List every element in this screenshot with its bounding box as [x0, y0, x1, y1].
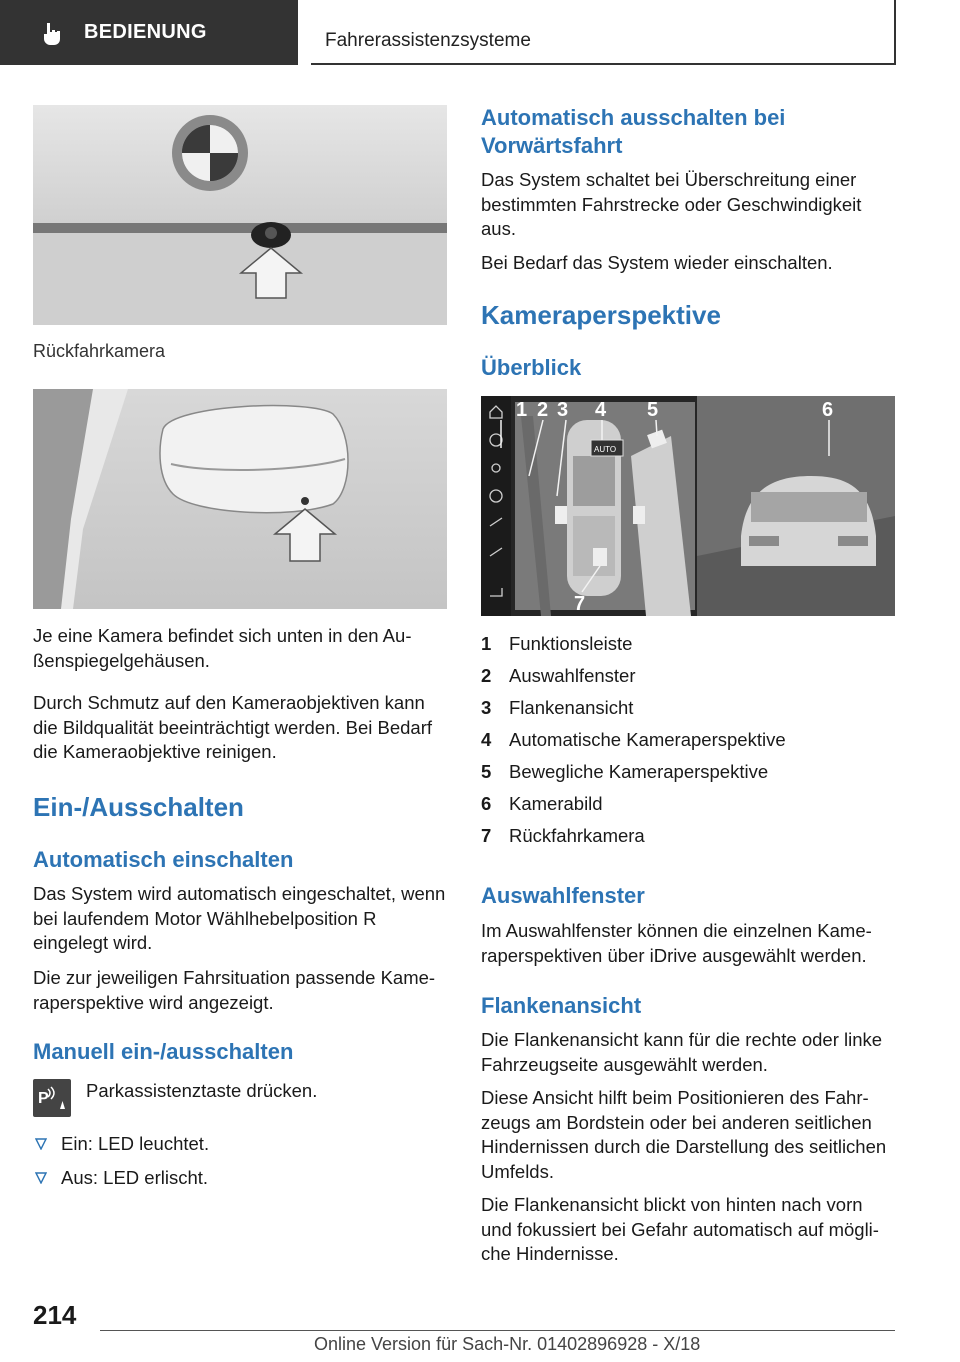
legend-item: 1 Funktionsleiste	[481, 633, 633, 654]
rear-camera-caption: Rückfahrkamera	[33, 341, 166, 361]
callout-6: 6	[822, 399, 834, 421]
auto-on-paragraph-2: Die zur jeweiligen Fahrsituation passende Kameraperspektive wird angezeigt.	[33, 967, 436, 1013]
legend-list	[481, 628, 786, 852]
overview-heading: Überblick	[481, 355, 582, 380]
triangle-bullet-icon	[35, 1138, 47, 1150]
manual-paragraph: Parkassistenztaste drücken.	[86, 1080, 318, 1101]
header-section-tab	[0, 0, 298, 65]
mirror-paragraph: Je eine Kamera befindet sich unten in den Außenspiegelgehäusen.	[33, 625, 412, 671]
flank-paragraph-1: Die Flankenansicht kann für die rechte oder linke Fahrzeugseite ausgewählt werden.	[481, 1029, 883, 1075]
onoff-heading: Ein-/Ausschalten	[33, 792, 244, 822]
bullet-item	[33, 1133, 209, 1155]
bullet-text: Ein: LED leuchtet.	[61, 1133, 210, 1154]
manual-heading: Manuell ein-/ausschalten	[33, 1039, 294, 1064]
svg-text:P: P	[38, 1090, 49, 1107]
auto-on-heading: Automatisch einschalten	[33, 847, 294, 872]
select-window-paragraph: Im Auswahlfenster können die einzelnen Kameraperspektiven über iDrive ausgewählt werden.	[481, 920, 872, 966]
legend-item: 5 Bewegliche Kameraperspektive	[481, 761, 769, 782]
auto-on-paragraph-1: Das System wird automatisch eingeschaltet, wenn bei laufendem Motor Wählhebelposition R eingelegt wird.	[33, 883, 446, 953]
flank-paragraph-2: Diese Ansicht hilft beim Positionieren des Fahrzeugs am Bordstein oder bei anderen seitlichen Hindernissen durch die Darstellung des seitlichen Umfelds.	[481, 1087, 887, 1182]
page-number: 214	[33, 1300, 77, 1330]
footer-divider	[100, 1330, 895, 1331]
side-mirror-image	[33, 389, 447, 609]
subsection-title: Fahrerassistenzsysteme	[325, 30, 531, 51]
bullet-item	[33, 1167, 208, 1189]
legend-item: 3 Flankenansicht	[481, 697, 634, 718]
legend-item: 4 Automatische Kameraperspektive	[481, 729, 786, 750]
footer-online-version: Online Version für Sach-Nr. 01402896928 - X/18	[314, 1334, 701, 1354]
park-assist-icon	[33, 1079, 71, 1117]
legend-item: 6 Kamerabild	[481, 793, 603, 814]
bullet-text: Aus: LED erlischt.	[61, 1167, 209, 1188]
callout-4: 4	[595, 399, 607, 421]
callout-2: 2	[537, 399, 549, 421]
perspective-heading: Kameraperspektive	[481, 300, 721, 330]
dirt-paragraph: Durch Schmutz auf den Kameraobjektiven kann die Bildqualität beeinträchtigt werden. Bei Bedarf die Kameraobjektive reinigen.	[33, 692, 433, 762]
auto-off-paragraph-2: Bei Bedarf das System wieder einschalten.	[481, 252, 833, 273]
triangle-bullet-icon	[35, 1172, 47, 1184]
legend-item: 2 Auswahlfenster	[481, 665, 636, 686]
select-window-heading: Auswahlfenster	[481, 883, 645, 908]
flank-paragraph-3: Die Flankenansicht blickt von hinten nach vorn und fokussiert bei Gefahr automatisch auf mögliche Hindernisse.	[481, 1194, 879, 1264]
callout-3: 3	[557, 399, 569, 421]
section-title: BEDIENUNG	[84, 21, 207, 43]
auto-off-paragraph-1: Das System schaltet bei Überschreitung einer bestimmten Fahrstrecke oder Geschwindigkeit aus.	[481, 169, 862, 239]
camera-screen-image	[481, 396, 895, 616]
callout-5: 5	[647, 399, 659, 421]
flank-view-heading: Flankenansicht	[481, 993, 642, 1018]
auto-badge: AUTO	[594, 445, 617, 454]
rear-camera-image	[33, 105, 447, 325]
callout-1: 1	[516, 399, 528, 421]
hand-pointer-icon	[38, 20, 64, 46]
legend-item: 7 Rückfahrkamera	[481, 825, 645, 846]
header-subsection	[311, 0, 896, 65]
callout-7: 7	[574, 593, 586, 615]
auto-off-heading: Automatisch ausschalten bei Vorwärtsfahrt	[481, 105, 786, 158]
